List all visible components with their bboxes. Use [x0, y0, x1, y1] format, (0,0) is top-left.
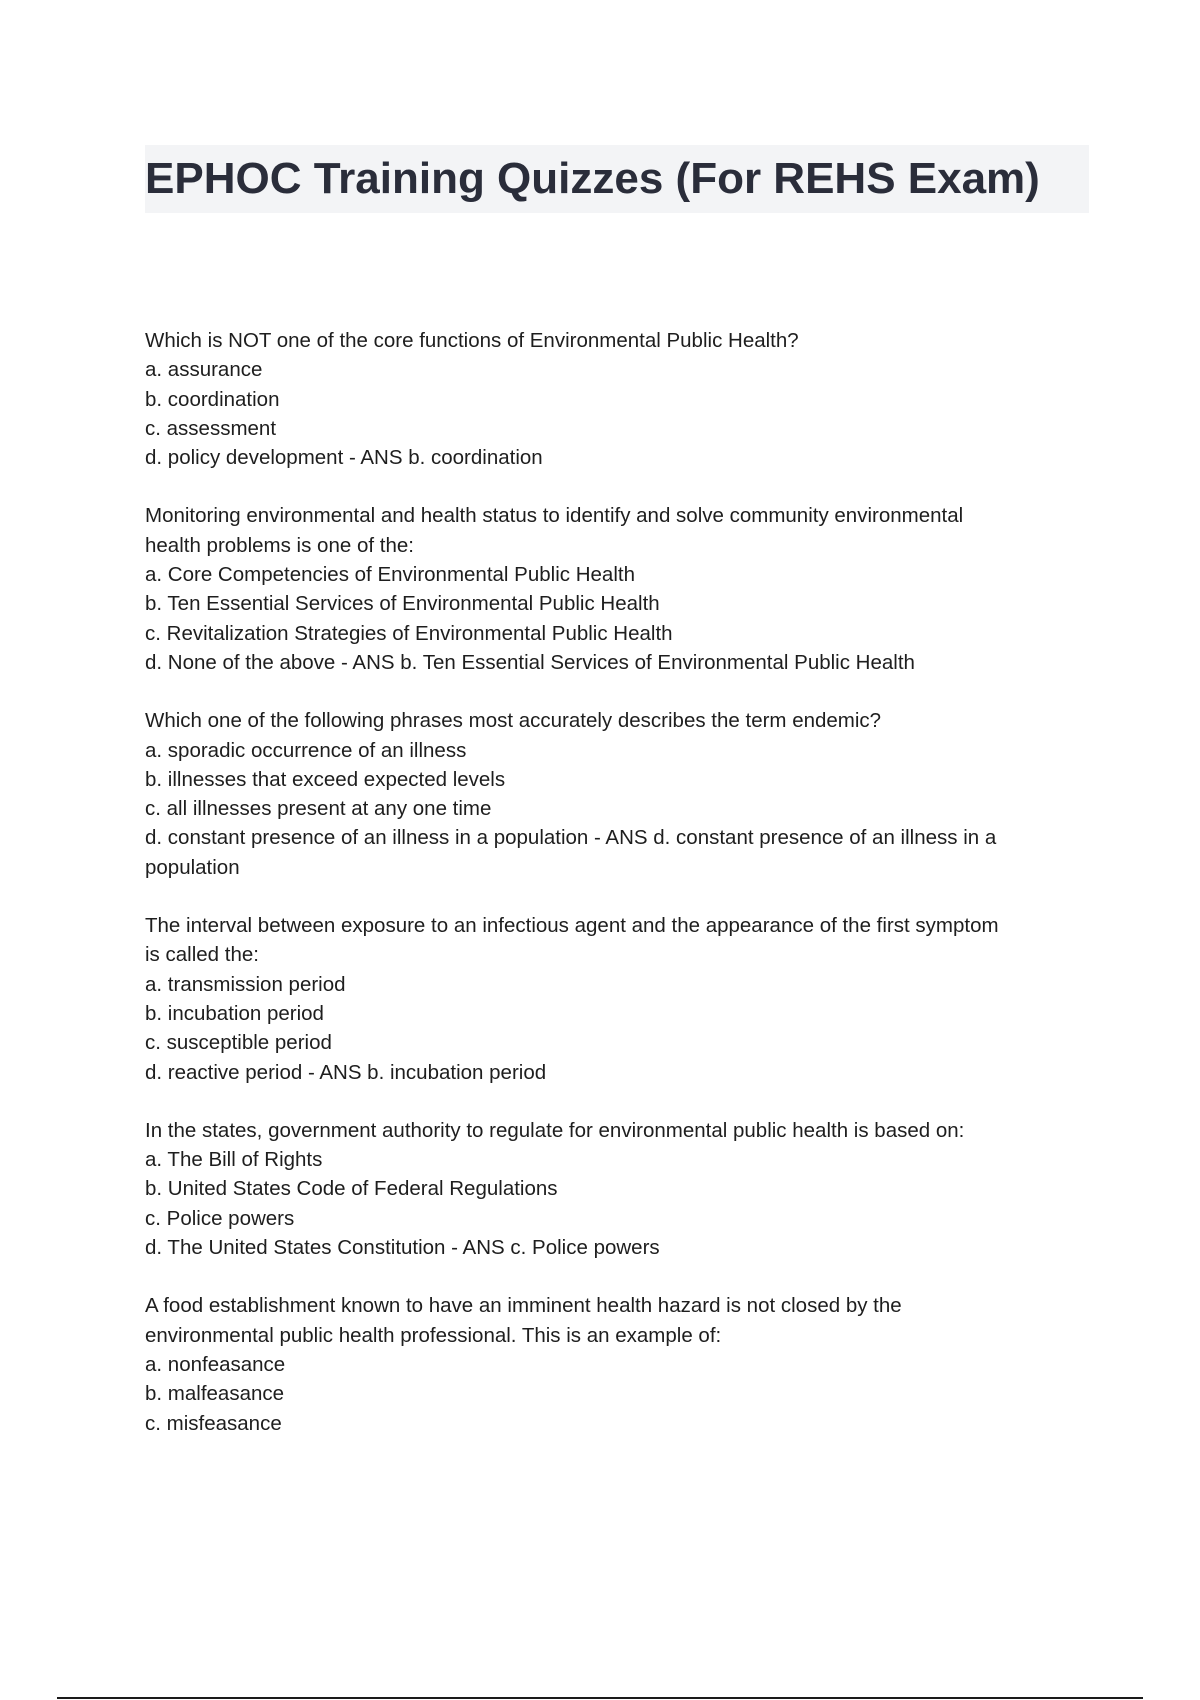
answer-option: b. illnesses that exceed expected levels	[145, 767, 506, 791]
answer-option: c. misfeasance	[145, 1411, 282, 1435]
question-text: Monitoring environmental and health status to identify and solve community environmental	[145, 504, 964, 528]
page-bottom-rule	[57, 1697, 1143, 1699]
answer-option: b. Ten Essential Services of Environmental Public Health	[145, 592, 660, 616]
question-text: is called the:	[145, 943, 259, 967]
question-text: Which one of the following phrases most accurately describes the term endemic?	[145, 709, 882, 733]
answer-option: b. incubation period	[145, 1001, 324, 1025]
answer-option: c. assessment	[145, 416, 277, 440]
answer-option: a. assurance	[145, 358, 263, 382]
answer-option: a. Core Competencies of Environmental Public Health	[145, 563, 635, 587]
answer-option: a. sporadic occurrence of an illness	[145, 738, 467, 762]
answer-option-with-key: d. None of the above - ANS b. Ten Essential Services of Environmental Public Health	[145, 650, 915, 674]
question-block	[145, 326, 1095, 472]
answer-option-with-key: d. The United States Constitution - ANS c. Police powers	[145, 1236, 660, 1260]
question-text: environmental public health professional. This is an example of:	[145, 1323, 722, 1347]
document-title: EPHOC Training Quizzes (For REHS Exam)	[145, 154, 1040, 203]
answer-option: b. coordination	[145, 387, 280, 411]
question-block	[145, 1291, 1095, 1437]
question-block	[145, 706, 1095, 882]
answer-option: b. malfeasance	[145, 1382, 285, 1406]
question-block	[145, 911, 1095, 1087]
answer-option-with-key: d. policy development - ANS b. coordination	[145, 446, 543, 470]
answer-option: b. United States Code of Federal Regulations	[145, 1177, 558, 1201]
question-text: health problems is one of the:	[145, 533, 414, 557]
answer-option-with-key: d. reactive period - ANS b. incubation period	[145, 1060, 547, 1084]
answer-option-with-key: d. constant presence of an illness in a population - ANS d. constant presence of an illness in a	[145, 826, 997, 850]
quiz-content	[145, 326, 1095, 1467]
answer-option: a. The Bill of Rights	[145, 1148, 323, 1172]
question-text: The interval between exposure to an infectious agent and the appearance of the first symptom	[145, 914, 999, 938]
question-text: A food establishment known to have an imminent health hazard is not closed by the	[145, 1294, 902, 1318]
question-text: Which is NOT one of the core functions of Environmental Public Health?	[145, 329, 799, 352]
answer-option: a. transmission period	[145, 972, 346, 996]
question-block	[145, 501, 1095, 677]
answer-option: c. Revitalization Strategies of Environmental Public Health	[145, 621, 673, 645]
answer-option: c. Police powers	[145, 1206, 295, 1230]
answer-option: a. nonfeasance	[145, 1352, 286, 1376]
answer-option: c. all illnesses present at any one time	[145, 797, 492, 821]
question-text: In the states, government authority to regulate for environmental public health is based on:	[145, 1118, 965, 1142]
question-block	[145, 1116, 1095, 1262]
answer-key-continuation: population	[145, 855, 240, 879]
answer-option: c. susceptible period	[145, 1031, 332, 1055]
